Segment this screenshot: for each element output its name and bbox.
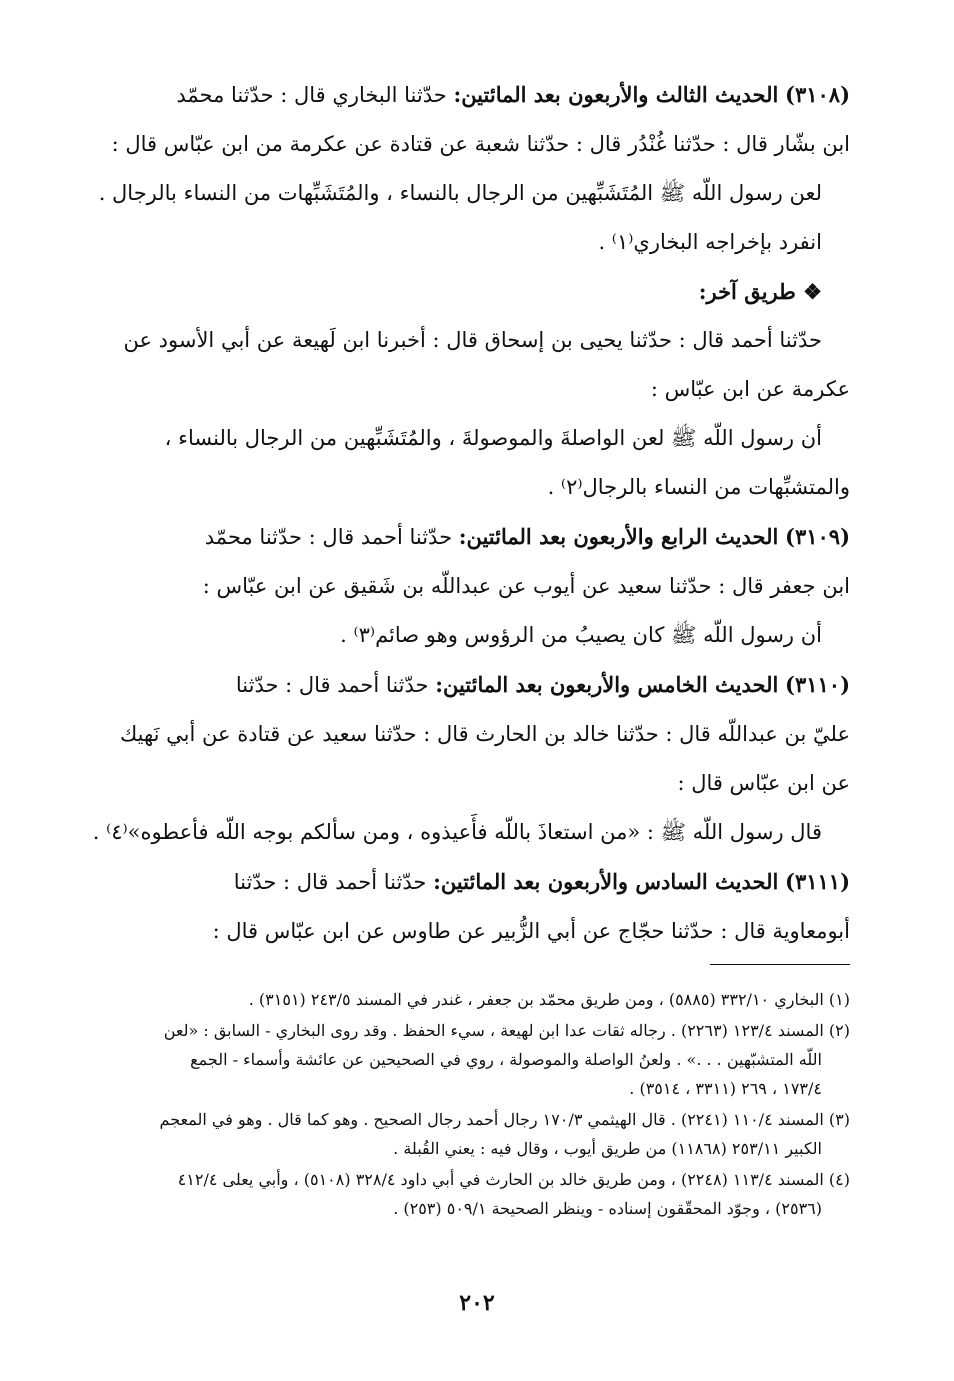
footnote-separator — [710, 964, 850, 965]
footnote-4 — [80, 1165, 850, 1223]
isnad-line: ابن بشّار قال : حدّثنا غُنْدُر قال : حدّثنا شعبة عن قتادة عن عكرمة من ابن عبّاس قال : — [111, 132, 850, 156]
isnad-line: عن ابن عبّاس قال : — [677, 771, 850, 795]
footnote-text: المسند ١١٠/٤ (٢٢٤١) . قال الهيثمي ١٧٠/٣ رجال أحمد رجال الصحيح . وهو كما قال . وهو في المعجم — [159, 1110, 824, 1129]
hadith-number: (٣١٠٨) — [785, 82, 850, 107]
hadith-number: (٣١١١) — [785, 869, 850, 894]
isnad-lead: حدّثنا أحمد قال : حدّثنا محمّد — [204, 525, 453, 549]
footnote-1 — [80, 985, 850, 1014]
hadith-title: الحديث الخامس والأربعون بعد المائتين: — [435, 672, 779, 697]
isnad-line: عكرمة عن ابن عبّاس : — [650, 377, 850, 401]
hadith-3109-heading — [80, 512, 850, 562]
footnote-text: (٢٥٣٦) ، وجوّد المحقّقون إسناده - وينظر الصحيحة ٥٠٩/١ (٢٥٣) . — [393, 1199, 822, 1218]
hadith-note: انفرد بإخراجه البخاري⁽١⁾ . — [598, 230, 822, 254]
isnad-lead: حدّثنا أحمد قال : حدّثنا — [233, 870, 427, 894]
hadith-3111-heading — [80, 857, 850, 907]
footnotes — [80, 985, 850, 1225]
footnote-text: اللّه المتشبّهين . . .» . ولعنُ الواصلة والموصولة ، روي في الصحيحين عن عائشة وأسماء - الجمع — [190, 1050, 822, 1069]
tariq-heading: ❖ طريق آخر: — [698, 279, 822, 304]
hadith-text: أن رسول اللّه ﷺ كان يصيبُ من الرؤوس وهو صائم⁽٣⁾ . — [340, 623, 822, 647]
footnote-text: الكبير ٢٥٣/١١ (١١٨٦٨) من طريق أيوب ، وقال فيه : يعني القُبلة . — [393, 1139, 822, 1158]
footnote-number: (٤) — [828, 1170, 850, 1189]
footnote-3 — [80, 1105, 850, 1163]
hadith-title: الحديث السادس والأربعون بعد المائتين: — [433, 869, 779, 894]
footnote-text: المسند ١١٣/٤ (٢٢٤٨) ، ومن طريق خالد بن الحارث في أبي داود ٣٢٨/٤ (٥١٠٨) ، وأبي يعلى ٤١٢/٤ — [177, 1170, 824, 1189]
footnote-number: (٣) — [828, 1110, 850, 1129]
hadith-3110-heading — [80, 660, 850, 710]
hadith-text: قال رسول اللّه ﷺ : «من استعاذَ باللّه فأَعيذوه ، ومن سألكم بوجه اللّه فأعطوه»⁽٤⁾ . — [92, 820, 822, 844]
footnote-text: المسند ١٢٣/٤ (٢٢٦٣) . رجاله ثقات عدا ابن لهيعة ، سيء الحفظ . وقد روى البخاري - السابق : «لعن — [163, 1021, 824, 1040]
isnad-line: عليّ بن عبداللّه قال : حدّثنا خالد بن الحارث قال : حدّثنا سعيد عن قتادة عن أبي نَهيك — [119, 722, 850, 746]
isnad-line: حدّثنا أحمد قال : حدّثنا يحيى بن إسحاق قال : أخبرنا ابن لَهيعة عن أبي الأسود عن — [123, 328, 822, 352]
page-number: ٢٠٢ — [459, 1290, 495, 1316]
hadith-number: (٣١٠٩) — [785, 524, 850, 549]
footnote-text: البخاري ٣٣٢/١٠ (٥٨٨٥) ، ومن طريق محمّد بن جعفر ، غندر في المسند ٢٤٣/٥ (٣١٥١) . — [248, 990, 824, 1009]
hadith-title: الحديث الثالث والأربعون بعد المائتين: — [453, 82, 779, 107]
hadith-number: (٣١١٠) — [785, 672, 850, 697]
hadith-text: لعن رسول اللّه ﷺ المُتَشَبِّهين من الرجال بالنساء ، والمُتَشَبِّهات من النساء بالرجال . — [98, 181, 822, 205]
isnad-line: ابن جعفر قال : حدّثنا سعيد عن أيوب عن عبداللّه بن شَقيق عن ابن عبّاس : — [202, 574, 850, 598]
footnote-number: (١) — [828, 990, 850, 1009]
footnote-number: (٢) — [828, 1021, 850, 1040]
isnad-lead: حدّثنا أحمد قال : حدّثنا — [235, 673, 429, 697]
hadith-text: والمتشبِّهات من النساء بالرجال⁽٢⁾ . — [547, 475, 850, 499]
footnote-text: ١٧٣/٤ ، ٢٦٩ (٣٣١١ ، ٣٥١٤) . — [629, 1079, 822, 1098]
hadith-title: الحديث الرابع والأربعون بعد المائتين: — [458, 524, 779, 549]
isnad-line: أبومعاوية قال : حدّثنا حجّاج عن أبي الزُّبير عن طاوس عن ابن عبّاس قال : — [212, 919, 850, 943]
footnote-2 — [80, 1016, 850, 1103]
main-text — [80, 70, 850, 956]
isnad-lead: حدّثنا البخاري قال : حدّثنا محمّد — [176, 83, 447, 107]
hadith-3108-heading — [80, 70, 850, 120]
hadith-text: أن رسول اللّه ﷺ لعن الواصلةَ والموصولةَ ، والمُتَشَبِّهين من الرجال بالنساء ، — [164, 426, 822, 450]
